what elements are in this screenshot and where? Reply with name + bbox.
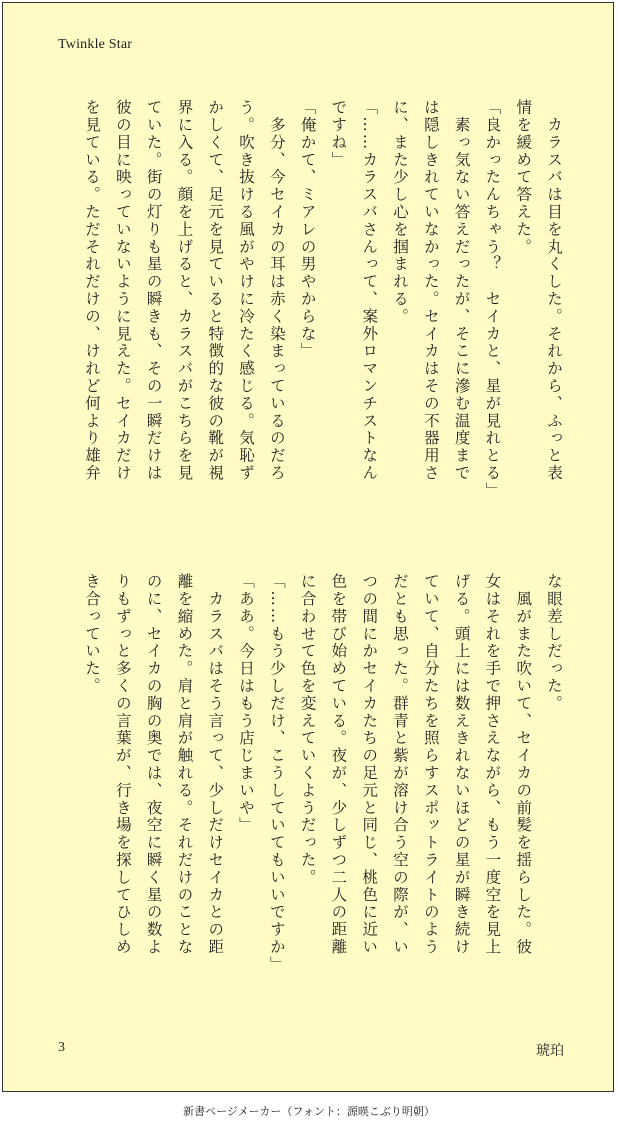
text-line: りもずっと多くの言葉が、行き場を探してひしめ bbox=[113, 573, 132, 956]
text-block-bottom bbox=[59, 573, 569, 998]
text-line: 風がまた吹いて、セイカの前髪を揺らした。彼 bbox=[514, 573, 533, 956]
text-line: 彼の目に映っていないように見えた。セイカだけ bbox=[113, 99, 132, 482]
text-line: ていた。街の灯りも星の瞬きも、その一瞬だけは bbox=[144, 99, 163, 482]
text-line: 女はそれを手で押さえながら、もう一度空を見上 bbox=[483, 573, 502, 956]
text-line: 「……カラスバさんって、案外ロマンチストなん bbox=[360, 99, 379, 482]
text-line: 「ああ。今日はもう店じまいや」 bbox=[237, 573, 256, 834]
running-header-title: Twinkle Star bbox=[58, 37, 133, 52]
text-line: カラスバはそう言って、少しだけセイカとの距 bbox=[206, 573, 225, 956]
text-line: ですね」 bbox=[329, 99, 348, 169]
text-line: 界に入る。顔を上げると、カラスバがこちらを見 bbox=[175, 99, 194, 482]
text-line: つの間にかセイカたちの足元と同じ、桃色に近い bbox=[360, 573, 379, 956]
text-line: 多分、今セイカの耳は赤く染まっているのだろ bbox=[267, 99, 286, 482]
text-line: な眼差しだった。 bbox=[545, 573, 563, 713]
text-line: 素っ気ない答えだったが、そこに滲む温度まで bbox=[452, 99, 471, 482]
text-line: を見ている。ただそれだけの、けれど何より雄弁 bbox=[83, 99, 102, 482]
text-line: のに、セイカの胸の奥では、夜空に瞬く星の数よ bbox=[144, 573, 163, 956]
text-line: 「良かったんちゃう？ セイカと、星が見れとる」 bbox=[483, 99, 502, 500]
text-line: 情を緩めて答えた。 bbox=[514, 99, 533, 256]
book-page bbox=[2, 2, 614, 1092]
page-number: 3 bbox=[58, 1040, 65, 1055]
text-line: ていて、自分たちを照らすスポットライトのよう bbox=[421, 573, 440, 956]
text-line: に合わせて色を変えていくようだった。 bbox=[298, 573, 317, 887]
text-line: 「……もう少しだけ、こうしていてもいいですか」 bbox=[267, 573, 286, 974]
text-line: カラスバは目を丸くした。それから、ふっと表 bbox=[545, 99, 563, 482]
generator-caption: 新書ページメーカー（フォント：源暎こぶり明朝） bbox=[183, 1105, 435, 1118]
text-line: に、また少し心を掴まれる。 bbox=[391, 99, 410, 326]
text-line: かしくて、足元を見ていると特徴的な彼の靴が視 bbox=[206, 99, 225, 482]
text-block-top bbox=[59, 99, 569, 524]
text-line: き合っていた。 bbox=[83, 573, 102, 695]
text-line: 離を縮めた。肩と肩が触れる。それだけのことな bbox=[175, 573, 194, 956]
text-line: だとも思った。群青と紫が溶け合う空の際が、い bbox=[391, 573, 410, 956]
text-line: 「俺かて、ミアレの男やからな」 bbox=[298, 99, 317, 360]
text-line: う。吹き抜ける風がやけに冷たく感じる。気恥ず bbox=[237, 99, 256, 482]
text-line: 色を帯び始めている。夜が、少しずつ二人の距離 bbox=[329, 573, 348, 956]
text-line: は隠しきれていなかった。セイカはその不器用さ bbox=[421, 99, 440, 482]
author-name: 琥珀 bbox=[536, 1043, 564, 1059]
text-line: げる。頭上には数えきれないほどの星が瞬き続け bbox=[452, 573, 471, 956]
